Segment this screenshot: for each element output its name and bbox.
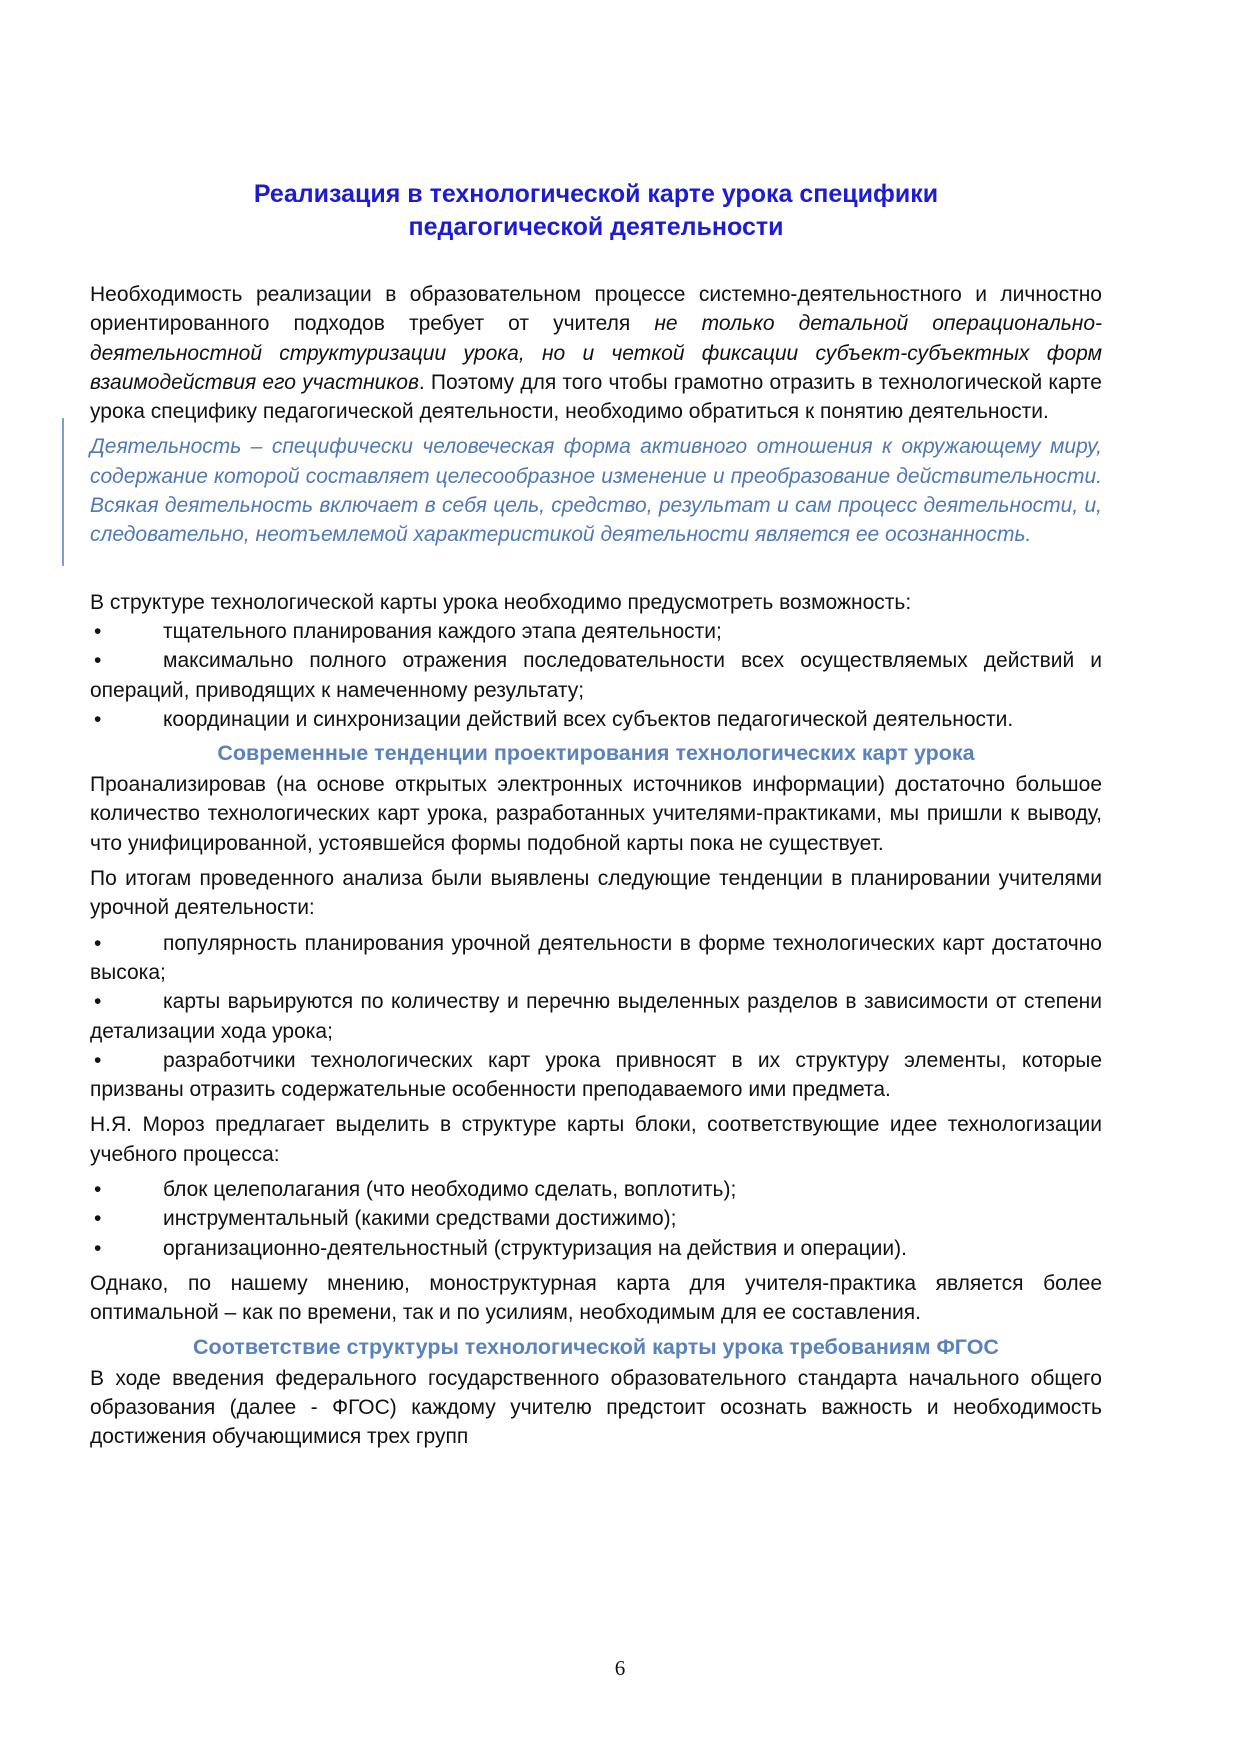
intro-text: Необходимость реализации в образовательном процессе системно-деятельностного и личностно ориентированного подходов требует от учителя <box>90 283 1102 336</box>
list-item <box>90 929 1102 988</box>
bullet-icon: • <box>94 990 102 1014</box>
paragraph: Проанализировав (на основе открытых электронных источников информации) достаточно большое количество технологических карт урока, разработанных учителями-практиками, мы пришли к выводу, что унифицированной, устоявшейся формы подобной карты пока не существует. <box>90 773 1102 855</box>
list-item <box>90 1204 1102 1233</box>
quote-bar <box>62 418 64 565</box>
list-item-text: организационно-деятельностный (структуризация на действия и операции). <box>163 1236 907 1260</box>
bullet-icon: • <box>94 1048 102 1072</box>
list-item <box>90 705 1102 734</box>
bullet-icon: • <box>94 1236 102 1260</box>
bullet-icon: • <box>94 649 102 673</box>
bullet-icon: • <box>94 619 102 643</box>
list-item <box>90 987 1102 1046</box>
paragraph: В ходе введения федерального государственного образовательного стандарта начального общего образования (далее - ФГОС) каждому учителю предстоит осознать важность и необходимость достижения обучающимися трех групп <box>90 1366 1102 1449</box>
list-item-text: разработчики технологических карт урока привносят в их структуру элементы, которые призваны отразить содержательные особенности преподаваемого ими предмета. <box>90 1048 1102 1102</box>
bullet-icon: • <box>94 931 102 955</box>
list-item <box>90 1234 1102 1263</box>
page-title <box>90 178 1102 244</box>
bullet-icon: • <box>94 707 102 731</box>
intro-italic-text: не только детальной операционально-деятельностной структуризации урока, но и четкой фиксации субъект-субъектных форм взаимодействия его участников <box>90 312 1102 394</box>
bullet-icon: • <box>94 1207 102 1231</box>
intro-text-end: . Поэтому для того чтобы грамотно отразить в технологической карте урока специфику педагогической деятельности, необходимо обратиться к понятию деятельности. <box>90 370 1102 424</box>
list-item-text: карты варьируются по количеству и перечню выделенных разделов в зависимости от степени детализации хода урока; <box>90 990 1102 1043</box>
definition-quote <box>90 432 1102 549</box>
list-item <box>90 1046 1102 1105</box>
document-page <box>90 178 1102 1451</box>
list-item <box>90 617 1102 646</box>
list-item <box>90 646 1102 705</box>
paragraph: Однако, по нашему мнению, моноструктурная карта для учителя-практика является более оптимальной – как по времени, так и по усилиям, необходимым для ее составления. <box>90 1271 1102 1325</box>
title-line-1: Реализация в технологической карте урока специфики <box>253 180 939 208</box>
list-item-text: инструментальный (какими средствами достижимо); <box>163 1207 677 1231</box>
intro-paragraph <box>90 280 1102 426</box>
list-item-text: блок целеполагания (что необходимо сделать, воплотить); <box>163 1178 737 1202</box>
title-line-2: педагогической деятельности <box>408 213 784 241</box>
section-heading-fgos: Соответствие структуры технологической карты урока требованиям ФГОС <box>193 1334 999 1359</box>
list-item-text: координации и синхронизации действий всех субъектов педагогической деятельности. <box>163 707 1014 731</box>
page-number: 6 <box>614 1656 626 1680</box>
list-item-text: тщательного планирования каждого этапа деятельности; <box>163 619 722 643</box>
bullet-icon: • <box>94 1178 102 1202</box>
list-item-text: максимально полного отражения последовательности всех осуществляемых действий и операций, приводящих к намеченному результату; <box>90 649 1102 702</box>
structure-lead: В структуре технологической карты урока необходимо предусмотреть возможность: <box>90 590 912 614</box>
paragraph: По итогам проведенного анализа были выявлены следующие тенденции в планировании учителями урочной деятельности: <box>90 867 1102 920</box>
paragraph: Н.Я. Мороз предлагает выделить в структуре карты блоки, соответствующие идее технологизации учебного процесса: <box>90 1113 1102 1166</box>
quote-text: Деятельность – специфически человеческая форма активного отношения к окружающему миру, содержание которой составляет целесообразное изменение и преобразование действительности. Всякая деятельность включает в себя цель, средство, результат и сам процесс деятельности, и, следовательно, неотъемлемой характеристикой деятельности является ее осознанность. <box>90 435 1102 547</box>
list-item <box>90 1175 1102 1204</box>
list-item-text: популярность планирования урочной деятельности в форме технологических карт достаточно высока; <box>90 931 1102 984</box>
section-heading-trends: Современные тенденции проектирования технологических карт урока <box>217 741 975 766</box>
